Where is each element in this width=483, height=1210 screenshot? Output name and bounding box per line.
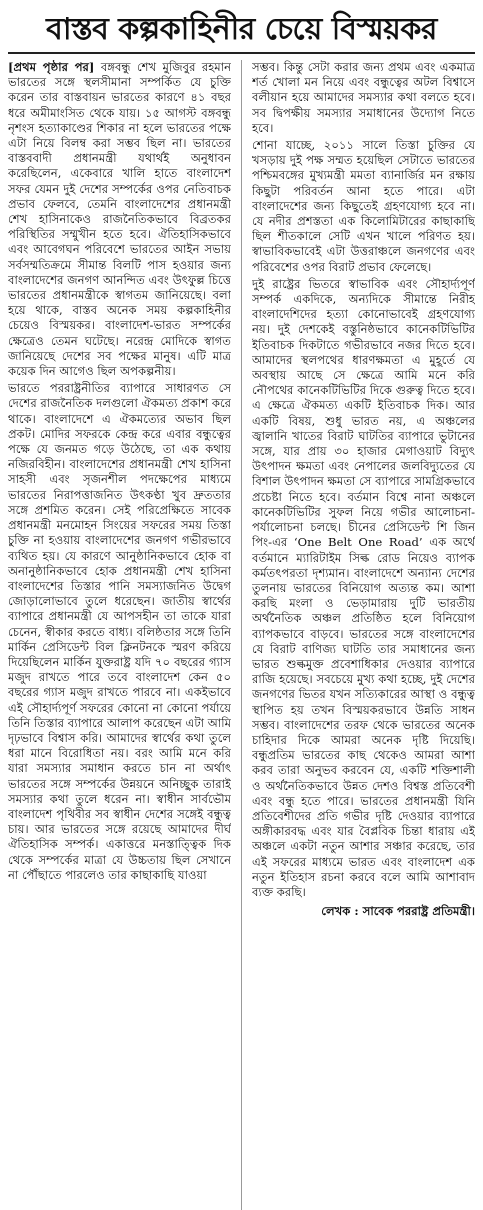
article-headline: বাস্তব কল্পকাহিনীর চেয়ে বিস্ময়কর [8, 8, 475, 54]
article-column-2 [252, 60, 475, 1210]
paragraph-text: বঙ্গবন্ধু শেখ মুজিবুর রহমান ভারতের সঙ্গে স্থলসীমানা সম্পর্কিত যে চুক্তি করেন তার বাস্তবায়ন ভারতের কারণে ৪১ বছর ধরে অমীমাংসিত থেকে যায়। ১৫ আগস্ট বঙ্গবন্ধু নৃশংস হত্যাকাণ্ডের শিকার না হলে ভারতের পক্ষে এটা নিয়ে বিলম্ব করা সম্ভব ছিল না। ভারতের বাস্তববাদী প্রধানমন্ত্রী যথার্থই অনুধাবন করেছিলেন, একেবারে খালি হাতে বাংলাদেশ সফর যেমন দুই দেশের সম্পর্কের ওপর নেতিবাচক প্রভাব ফেলবে, তেমনি বাংলাদেশের প্রধানমন্ত্রী শেখ হাসিনাকেও রাজনৈতিকভাবে বিব্রতকর পরিস্থিতির সম্মুখীন হতে হবে। ঐতিহাসিকভাবে এবং আবেগঘন পরিবেশে ভারতের আইন সভায় সর্বসম্মতিক্রমে সীমান্ত বিলটি পাস হওয়ার জন্য বাংলাদেশের জনগণ আনন্দিত এবং উৎফুল্ল চিত্তে ভারতের প্রধানমন্ত্রীকে স্বাগতম জানিয়েছে। বলা হয়ে থাকে, বাস্তব অনেক সময় কল্পকাহিনীর চেয়েও বিস্ময়কর। বাংলাদেশ-ভারত সম্পর্কের ক্ষেত্রেও তেমন ঘটেছে। নরেন্দ্র মোদিকে স্বাগত জানিয়েছে দেশের সব পক্ষের মানুষ। এটি মাত্র কয়েক দিন আগেও ছিল অপকল্পনীয়। [8, 60, 232, 379]
article-paragraph: দুই রাষ্ট্রের ভিতরে স্বাভাবিক এবং সৌহার্দ্যপূর্ণ সম্পর্ক একদিকে, অন্যদিকে সীমান্তে নিরীহ বাংলাদেশিদের হত্যা কোনোভাবেই গ্রহণযোগ্য নয়। দুই দেশকেই বস্তুনিষ্ঠভাবে কানেকটিভিটির ইতিবাচক দিকটাতে গভীরভাবে নজর দিতে হবে। আমাদের স্থলপথের ধারণক্ষমতা এ মুহূর্তে যে অবস্থায় আছে সে ক্ষেত্রে আমি মনে করি নৌপথের কানেকটিভিটির দিকে গুরুত্ব দিতে হবে। এ ক্ষেত্রে ঐকমত্য একটি ইতিবাচক দিক। আর একটি বিষয়, শুধু ভারত নয়, এ অঞ্চলের জ্বালানি খাতের বিরাট ঘাটতির ব্যাপারে ভুটানের সঙ্গে, যার প্রায় ৩০ হাজার মেগাওয়াট বিদ্যুৎ উৎপাদন ক্ষমতা এবং নেপালের জলবিদ্যুতের যে বিশাল উৎপাদন ক্ষমতা সে ব্যাপারে সামগ্রিকভাবে প্রচেষ্টা নিতে হবে। বর্তমান বিশ্বে নানা অঞ্চলে কানেকটিভিটির সুফল নিয়ে গভীর আলোচনা-পর্যালোচনা চলছে। চীনের প্রেসিডেন্ট শি জিন পিং-এর ‘One Belt One Road’ এক অর্থে বর্তমানে ম্যারিটাইম সিল্ক রোড নিয়েও ব্যাপক কর্মতৎপরতা দৃশ্যমান। বাংলাদেশে অন্যান্য দেশের তুলনায় ভারতের বিনিয়োগ অত্যন্ত কম। আশা করছি মংলা ও ভেড়ামারায় দুটি ভারতীয় অর্থনৈতিক অঞ্চল প্রতিষ্ঠিত হলে বিনিয়োগ ব্যাপকভাবে বাড়বে। ভারতের সঙ্গে বাংলাদেশের যে বিরাট বাণিজ্য ঘাটতি তার সমাধানের জন্য ভারত শুল্কমুক্ত প্রবেশাধিকার দেওয়ার ব্যাপারে রাজি হয়েছে। সবচেয়ে মুখ্য কথা হচ্ছে, দুই দেশের জনগণের ভিতর যখন সত্যিকারের আস্থা ও বন্ধুত্ব স্থাপিত হয় তখন বিস্ময়করভাবে উন্নতি সাধন সম্ভব। বাংলাদেশের তরফ থেকে ভারতের অনেক চাহিদার দিকে আমরা অনেক দৃষ্টি দিয়েছি। বন্ধুপ্রতিম ভারতের কাছ থেকেও আমরা আশা করব তারা অনুভব করবেন যে, একটি শক্তিশালী ও অর্থনৈতিকভাবে উন্নত দেশও বিশ্বস্ত প্রতিবেশী এবং বন্ধু হতে পারে। ভারতের প্রধানমন্ত্রী যিনি প্রতিবেশীদের প্রতি গভীর দৃষ্টি দেওয়ার ব্যাপারে অঙ্গীকারবদ্ধ এবং যার বৈপ্লবিক চিন্তা ধারায় এই অঞ্চলে একটা নতুন আশার সঞ্চার করেছে, তার এই সফরের মাধ্যমে ভারত এবং বাংলাদেশ এক নতুন ইতিহাস রচনা করবে বলে আমি আশাবাদ ব্যক্ত করছি। [252, 276, 476, 899]
column-divider [241, 60, 242, 1210]
article-column-1 [8, 60, 231, 1210]
continued-tag: [প্রথম পৃষ্ঠার পর] [8, 60, 95, 74]
article-paragraph: সম্ভব। কিন্তু সেটা করার জন্য প্রথম এবং একমাত্র শর্ত খোলা মন নিয়ে এবং বন্ধুত্বের অটল বিশ্বাসে বলীয়ান হয়ে আমাদের সমস্যার কথা বলতে হবে। সব দ্বিপক্ষীয় সমস্যার সমাধানের উদ্যোগ নিতে হবে। [252, 60, 476, 135]
article-paragraph [8, 60, 231, 379]
article-columns [8, 60, 475, 1210]
article-paragraph: শোনা যাচ্ছে, ২০১১ সালে তিস্তা চুক্তির যে খসড়ায় দুই পক্ষ সম্মত হয়েছিল সেটাতে ভারতের পশ্চিমবঙ্গের মুখ্যমন্ত্রী মমতা ব্যানার্জির মন রক্ষায় কিছুটা পরিবর্তন আনা হতে পারে। এটা বাংলাদেশের জন্য কিছুতেই গ্রহণযোগ্য হবে না। যে নদীর প্রশস্ততা এক কিলোমিটারের কাছাকাছি ছিল শীতকালে সেটি এখন খালে পরিণত হয়। স্বাভাবিকভাবেই এটা উত্তরাঞ্চলে জনগণের এবং পরিবেশের ওপর বিরাট প্রভাব ফেলেছে। [252, 138, 476, 274]
article-paragraph: ভারতে পররাষ্ট্রনীতির ব্যাপারে সাধারণত সে দেশের রাজনৈতিক দলগুলো ঐকমত্য প্রকাশ করে থাকে। বাংলাদেশে এ ঐকমত্যের অভাব ছিল প্রকট। মোদির সফরকে কেন্দ্র করে এবার বন্ধুত্বের পক্ষে যে জনমত গড়ে উঠেছে, তা এক কথায় নজিরবিহীন। বাংলাদেশের প্রধানমন্ত্রী শেখ হাসিনা সাহসী এবং সৃজনশীল পদক্ষেপের মাধ্যমে ভারতের নিরাপত্তাজনিত উৎকণ্ঠা খুব দ্রুততার সঙ্গে প্রশমিত করেন। সেই পরিপ্রেক্ষিতে সাবেক প্রধানমন্ত্রী মনমোহন সিংয়ের সফরের সময় তিস্তা চুক্তি না হওয়ায় বাংলাদেশের জনগণ গভীরভাবে ব্যথিত হয়। যে কারণে আনুষ্ঠানিকভাবে হোক বা অনানুষ্ঠানিকভাবে হোক প্রধানমন্ত্রী শেখ হাসিনা বাংলাদেশের তিস্তার পানি সমস্যাজনিত উদ্বেগ জোড়ালোভাবে তুলে ধরেছেন। জাতীয় স্বার্থের ব্যাপারে প্রধানমন্ত্রী যে আপসহীন তা তাকে যারা চেনেন, স্বীকার করতে বাধ্য। বলিষ্ঠতার সঙ্গে তিনি মার্কিন প্রেসিডেন্ট বিল ক্লিনটনকে স্মরণ করিয়ে দিয়েছিলেন মার্কিন যুক্তরাষ্ট্র যদি ৭০ বছরের গ্যাস মজুদ রাখতে পারে তবে বাংলাদেশ কেন ৫০ বছরের গ্যাস মজুদ রাখতে পারবে না। একইভাবে এই সৌহার্দ্যপূর্ণ সফরের কোনো না কোনো পর্যায়ে তিনি তিস্তার ব্যাপারে আলাপ করেছেন এটা আমি দৃঢ়ভাবে বিশ্বাস করি। আমাদের স্বার্থের কথা তুলে ধরা মানে বিরোধিতা নয়। বরং আমি মনে করি যারা সমস্যার সমাধান করতে চান না অর্থাৎ ভারতের সঙ্গে সম্পর্কের উন্নয়নে অনিচ্ছুক তারাই সমস্যার কথা তুলে ধরেন না। স্বাধীন সার্বভৌম বাংলাদেশ পৃথিবীর সব স্বাধীন দেশের সঙ্গেই বন্ধুত্ব চায়। আর ভারতের সঙ্গে রয়েছে আমাদের দীর্ঘ ঐতিহাসিক সম্পর্ক। একাত্তরে মনস্তাত্ত্বিক দিক থেকে সম্পর্কের মাত্রা যে উচ্চতায় ছিল সেখানে না পৌঁছাতে পারলেও তার কাছাকাছি যাওয়া [8, 381, 232, 882]
author-byline: লেখক : সাবেক পররাষ্ট্র প্রতিমন্ত্রী। [321, 904, 476, 919]
